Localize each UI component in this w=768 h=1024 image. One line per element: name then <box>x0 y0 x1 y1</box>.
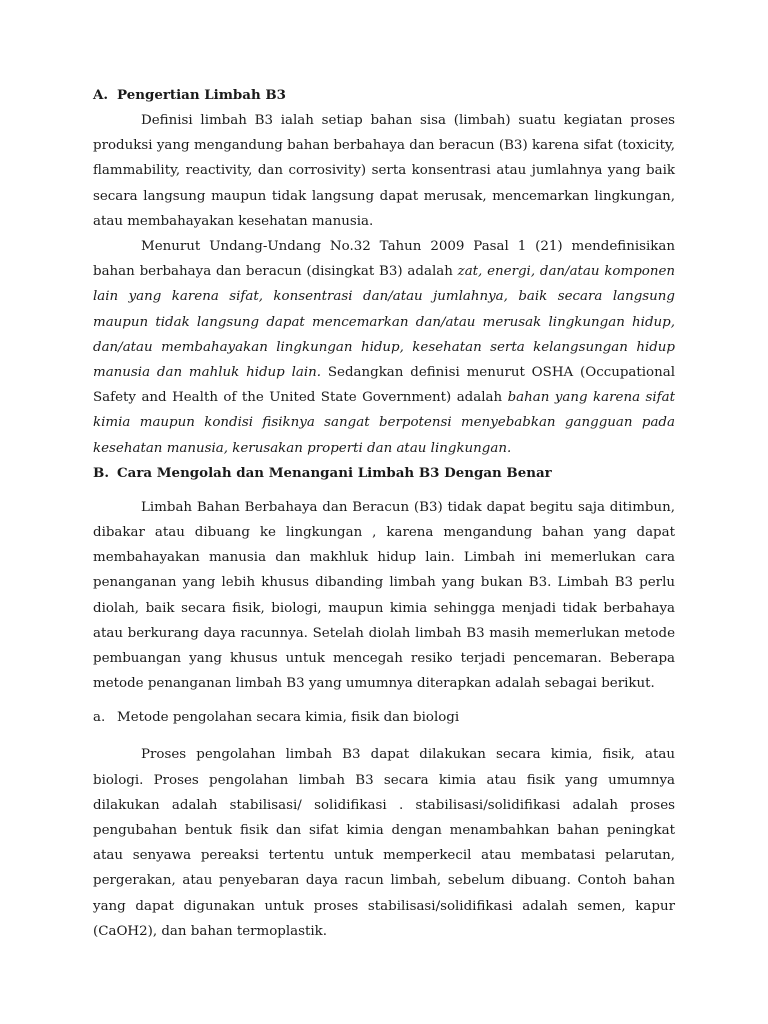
section-a-paragraph-2 <box>93 234 675 461</box>
section-a-paragraph-1: Definisi limbah B3 ialah setiap bahan sisa (limbah) suatu kegiatan proses produksi yang mengandung bahan berbahaya dan beracun (B3) karena sifat (toxicity, flammability, reactivity, dan corrosivity) serta konsentrasi atau jumlahnya yang baik secara langsung maupun tidak langsung dapat merusak, mencemarkan lingkungan, atau membahayakan kesehatan manusia. <box>93 113 675 229</box>
subsection-a-number: a. <box>93 710 106 726</box>
section-b-number: B. <box>93 464 109 481</box>
subsection-a-heading <box>93 705 675 730</box>
subsection-a-title: Metode pengolahan secara kimia, fisik dan biologi <box>117 710 460 726</box>
section-b-title: Cara Mengolah dan Menangani Limbah B3 Dengan Benar <box>117 464 552 481</box>
subsection-a-paragraph: Proses pengolahan limbah B3 dapat dilakukan secara kimia, fisik, atau biologi. Proses pengolahan limbah B3 secara kimia atau fisik yang umumnya dilakukan adalah stabilisasi/ solidifikasi . stabilisasi/solidifikasi adalah proses pengubahan bentuk fisik dan sifat kimia dengan menambahkan bahan peningkat atau senyawa pereaksi tertentu untuk memperkecil atau membatasi pelarutan, pergerakan, atau penyebaran daya racun limbah, sebelum dibuang. Contoh bahan yang dapat digunakan untuk proses stabilisasi/solidifikasi adalah semen, kapur (CaOH2), dan bahan termoplastik. <box>93 747 675 939</box>
section-a-heading <box>93 83 675 108</box>
document-page <box>93 83 675 944</box>
paragraph-2-italic-definition-2: bahan yang karena sifat kimia maupun kondisi fisiknya sangat berpotensi menyebabkan gangguan pada kesehatan manusia, kerusakan properti dan atau lingkungan. <box>93 390 675 456</box>
section-b-paragraph-1: Limbah Bahan Berbahaya dan Beracun (B3) tidak dapat begitu saja ditimbun, dibakar atau dibuang ke lingkungan , karena mengandung bahan yang dapat membahayakan manusia dan makhluk hidup lain. Limbah ini memerlukan cara penanganan yang lebih khusus dibanding limbah yang bukan B3. Limbah B3 perlu diolah, baik secara fisik, biologi, maupun kimia sehingga menjadi tidak berbahaya atau berkurang daya racunnya. Setelah diolah limbah B3 masih memerlukan metode pembuangan yang khusus untuk mencegah resiko terjadi pencemaran. Beberapa metode penanganan limbah B3 yang umumnya diterapkan adalah sebagai berikut. <box>93 499 675 692</box>
section-b-heading <box>93 461 675 486</box>
section-a-number: A. <box>93 87 109 103</box>
section-a-title: Pengertian Limbah B3 <box>117 87 286 103</box>
paragraph-2-text-1: Menurut Undang-Undang No.32 Tahun 2009 Pasal 1 (21) mendefinisikan bahan berbahaya dan beracun (disingkat B3) adalah <box>93 239 675 280</box>
paragraph-2-italic-definition-1: zat, energi, dan/atau komponen lain yang karena sifat, konsentrasi dan/atau jumlahnya, baik secara langsung maupun tidak langsung dapat mencemarkan dan/atau merusak lingkungan hidup, dan/atau membahayakan lingkungan hidup, kesehatan serta kelangsungan hidup manusia dan mahluk hidup lain. <box>93 264 676 381</box>
paragraph-2-text-2: Sedangkan definisi menurut OSHA (Occupational Safety and Health of the United State Government) adalah <box>93 365 676 406</box>
